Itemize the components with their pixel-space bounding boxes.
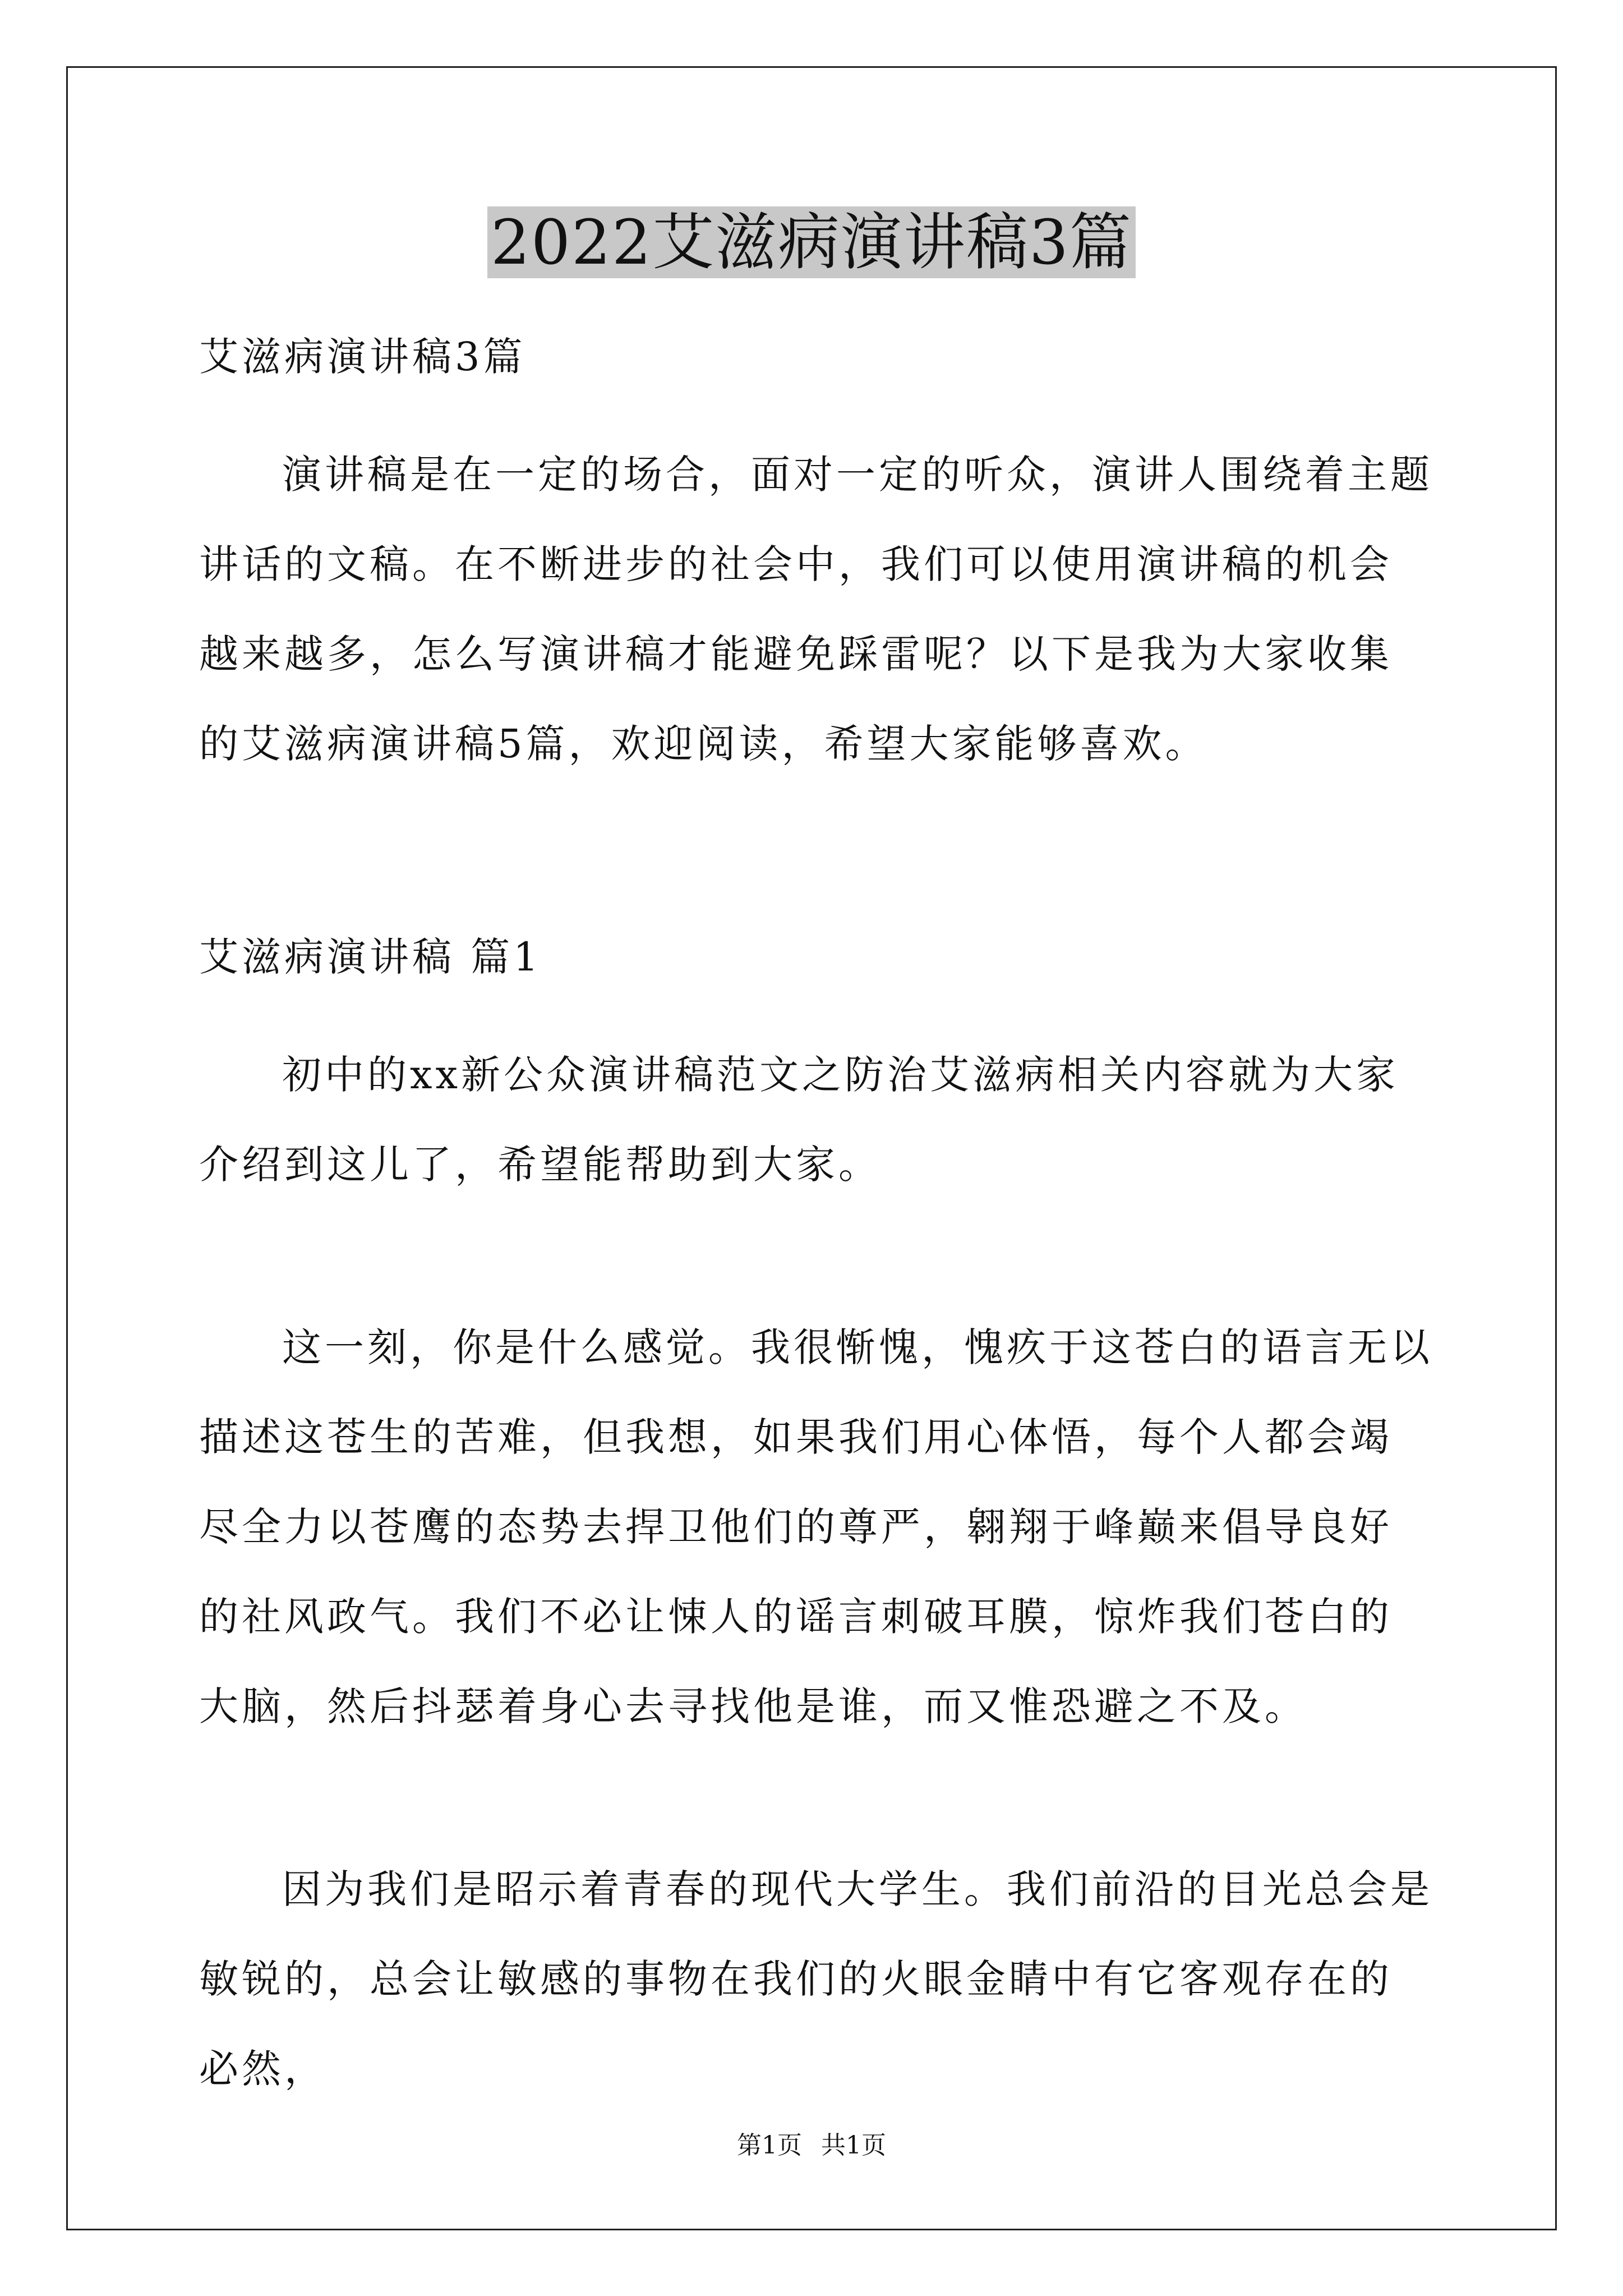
page-footer xyxy=(0,2129,1623,2162)
document-title: 2022艾滋病演讲稿3篇 xyxy=(487,206,1136,278)
title-container xyxy=(0,206,1623,278)
body-paragraph-3: 因为我们是昭示着青春的现代大学生。我们前沿的目光总会是敏锐的，总会让敏感的事物在我们的火眼金睛中有它客观存在的必然， xyxy=(199,1866,1433,2092)
body-paragraph-2: 这一刻，你是什么感觉。我很惭愧，愧疚于这苍白的语言无以描述这苍生的苦难，但我想，如果我们用心体悟，每个人都会竭尽全力以苍鹰的态势去捍卫他们的尊严，翱翔于峰巅来倡导良好的社风政气。我们不必让悚人的谣言刺破耳膜，惊炸我们苍白的大脑，然后抖瑟着身心去寻找他是谁，而又惟恐避之不及。 xyxy=(199,1324,1433,1729)
section-heading: 艾滋病演讲稿 篇1 xyxy=(199,934,542,980)
page-total: 共1页 xyxy=(821,2131,886,2160)
document-subtitle: 艾滋病演讲稿3篇 xyxy=(199,334,526,380)
page-number: 第1页 xyxy=(737,2131,802,2160)
body-paragraph-1: 初中的xx新公众演讲稿范文之防治艾滋病相关内容就为大家介绍到这儿了，希望能帮助到大家。 xyxy=(199,1052,1399,1188)
intro-paragraph: 演讲稿是在一定的场合，面对一定的听众，演讲人围绕着主题讲话的文稿。在不断进步的社会中，我们可以使用演讲稿的机会越来越多，怎么写演讲稿才能避免踩雷呢？以下是我为大家收集的艾滋病演讲稿5篇，欢迎阅读，希望大家能够喜欢。 xyxy=(199,452,1433,767)
